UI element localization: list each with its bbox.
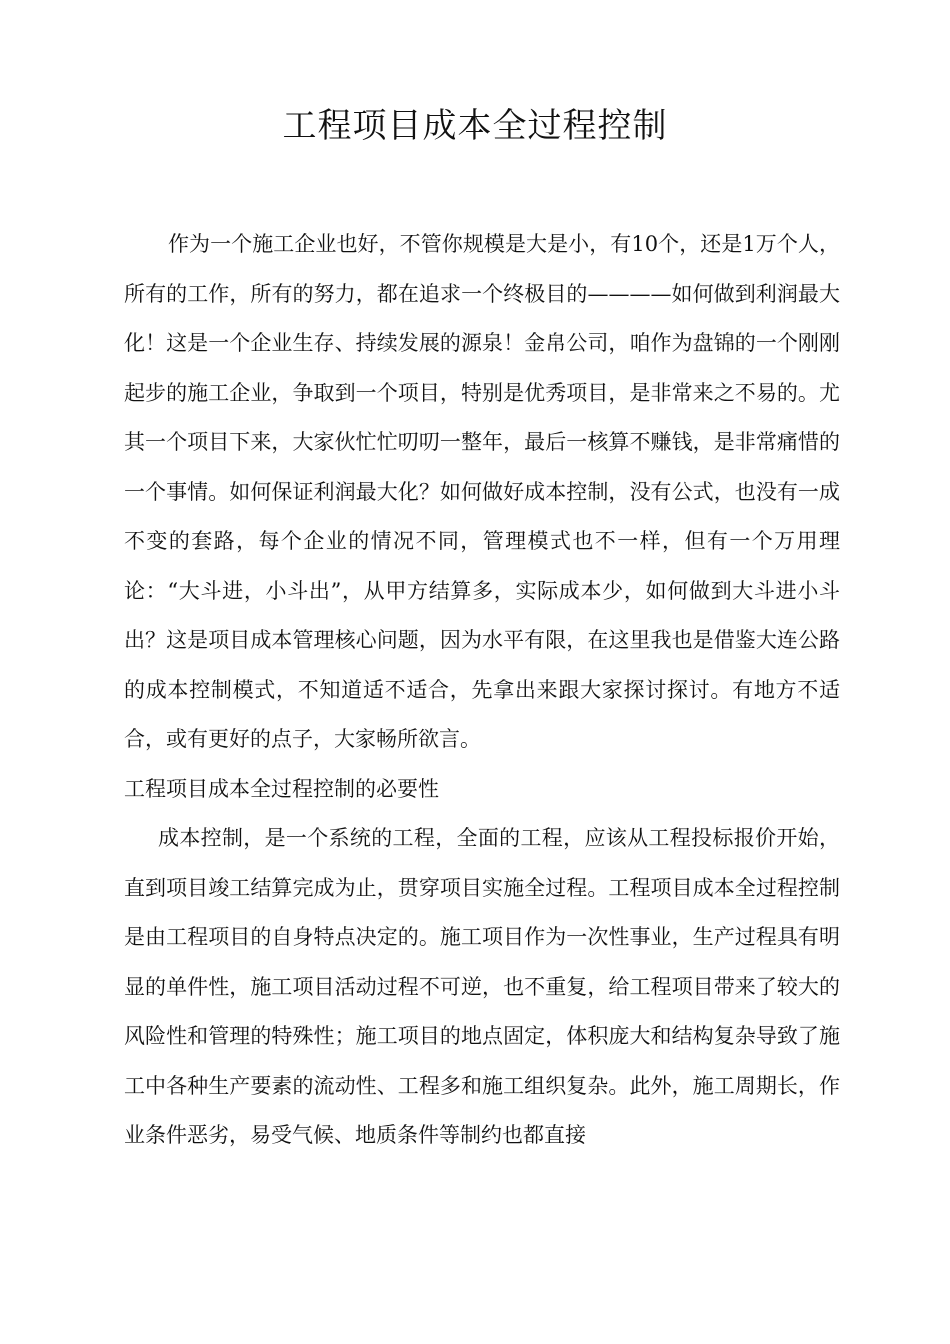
paragraph-necessity: 成本控制，是一个系统的工程，全面的工程，应该从工程投标报价开始，直到项目竣工结算完成为止，贯穿项目实施全过程。工程项目成本全过程控制是由工程项目的自身特点决定的。施工项目作为一次性事业，生产过程具有明显的单件性，施工项目活动过程不可逆，也不重复，给工程项目带来了较大的风险性和管理的特殊性；施工项目的地点固定，体积庞大和结构复杂导致了施工中各种生产要素的流动性、工程多和施工组织复杂。此外，施工周期长，作业条件恶劣，易受气候、地质条件等制约也都直接 xyxy=(124,826,840,1147)
section-heading: 工程项目成本全过程控制的必要性 xyxy=(124,776,439,801)
document-title: 工程项目成本全过程控制 xyxy=(282,106,668,146)
document-body xyxy=(124,220,840,1161)
paragraph-intro: 作为一个施工企业也好，不管你规模是大是小，有10个，还是1万个人，所有的工作，所有的努力，都在追求一个终极目的————如何做到利润最大化！这是一个企业生存、持续发展的源泉！金帛公司，咱作为盘锦的一个刚刚起步的施工企业，争取到一个项目，特别是优秀项目，是非常来之不易的。尤其一个项目下来，大家伙忙忙叨叨一整年，最后一核算不赚钱，是非常痛惜的一个事情。如何保证利润最大化？如何做好成本控制，没有公式，也没有一成不变的套路，每个企业的情况不同，管理模式也不一样，但有一个万用理论：“大斗进，小斗出”，从甲方结算多，实际成本少，如何做到大斗进小斗出？这是项目成本管理核心问题，因为水平有限，在这里我也是借鉴大连公路的成本控制模式，不知道适不适合，先拿出来跟大家探讨探讨。有地方不适合，或有更好的点子，大家畅所欲言。 xyxy=(124,232,840,751)
